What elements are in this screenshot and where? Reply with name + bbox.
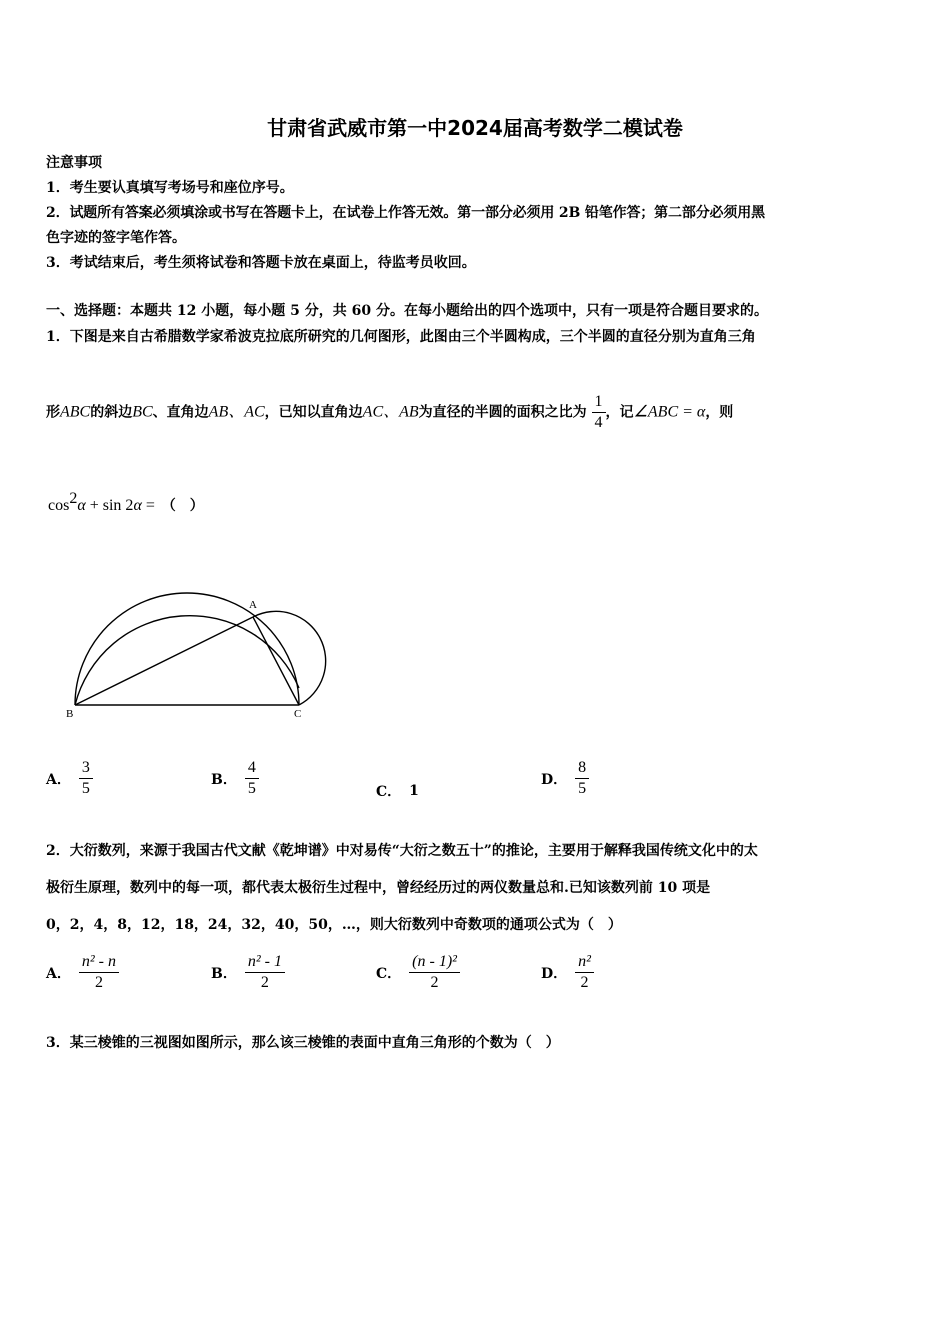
notice-item-1: 1．考生要认真填写考场号和座位序号。 — [46, 180, 294, 196]
option-fraction — [79, 952, 119, 993]
q1-math-abc: ABC — [60, 403, 91, 421]
option-fraction — [575, 758, 589, 799]
fraction-numerator: 4 — [247, 759, 256, 776]
option-label: C． — [376, 965, 402, 982]
q1-expression — [48, 490, 204, 515]
option-fraction — [245, 758, 259, 799]
notice-item-2-cont: 色字迹的签字笔作答。 — [46, 230, 186, 246]
point-label-c: C — [294, 708, 302, 720]
q2-option-d[interactable] — [541, 952, 594, 993]
expr-exp: 2 — [69, 490, 78, 507]
q2-stem-line2: 极衍生原理，数列中的每一项，都代表太极衍生过程中，曾经经历过的两仪数量总和.已知该数列前 10 项是 — [46, 880, 711, 896]
fraction-numerator: n² - n — [81, 953, 116, 970]
fraction-numerator: (n - 1)² — [412, 953, 457, 970]
option-label: C． — [376, 784, 402, 800]
q1-figure — [60, 555, 340, 725]
notice-item-3: 3．考试结束后，考生须将试卷和答题卡放在桌面上，待监考员收回。 — [46, 255, 476, 271]
fraction-denominator: 2 — [409, 972, 460, 993]
q1-text: 为直径的半圆的面积之比为 — [418, 404, 587, 421]
segment-ba — [75, 617, 253, 705]
fraction-denominator: 2 — [245, 972, 285, 993]
q1-math-angle: ∠ABC = α — [633, 403, 706, 421]
point-label-b: B — [66, 708, 74, 720]
q1-ratio-fraction — [592, 392, 606, 433]
q1-option-b[interactable] — [211, 758, 259, 799]
q1-text: 、直角边 — [152, 404, 209, 421]
q1-stem-line1: 1．下图是来自古希腊数学家希波克拉底所研究的几何图形，此图由三个半圆构成，三个半圆的直径分别为直角三角 — [46, 329, 756, 345]
option-label: A． — [46, 965, 71, 982]
q2-option-a[interactable] — [46, 952, 119, 993]
option-label: D． — [541, 965, 568, 982]
option-label: A． — [46, 771, 71, 788]
answer-blank: （ ） — [161, 498, 204, 514]
fraction-denominator: 2 — [79, 972, 119, 993]
fraction-numerator: n² - 1 — [247, 953, 282, 970]
expr-plus-sin: + sin 2 — [85, 497, 134, 514]
fraction-denominator: 5 — [245, 778, 259, 799]
option-label: D． — [541, 771, 568, 788]
q1-math-bc: BC — [132, 403, 153, 421]
notice-heading: 注意事项 — [46, 155, 102, 171]
fraction-denominator: 5 — [575, 778, 589, 799]
fraction-denominator: 2 — [575, 972, 594, 993]
option-fraction — [79, 758, 93, 799]
q1-text: ，已知以直角边 — [264, 404, 363, 421]
option-value: 1 — [409, 783, 419, 799]
expr-alpha: α — [77, 497, 86, 514]
q1-text: 的斜边 — [90, 404, 133, 421]
q2-option-b[interactable] — [211, 952, 285, 993]
q2-stem-line1: 2．大衍数列，来源于我国古代文献《乾坤谱》中对易传“大衍之数五十”的推论，主要用于解释我国传统文化中的太 — [46, 843, 758, 859]
q1-option-c[interactable] — [376, 781, 419, 801]
fraction-numerator: 8 — [578, 759, 587, 776]
q2-stem-line3: 0，2，4，8，12，18，24，32，40，50，…，则大衍数列中奇数项的通项公式为（ ） — [46, 917, 622, 933]
q2-option-c[interactable] — [376, 952, 460, 993]
option-fraction — [409, 952, 460, 993]
option-fraction — [575, 952, 594, 993]
q1-option-d[interactable] — [541, 758, 589, 799]
fraction-numerator: 3 — [81, 759, 90, 776]
fraction-numerator: 1 — [594, 393, 603, 410]
q1-text: ，则 — [705, 404, 734, 421]
option-fraction — [245, 952, 285, 993]
q1-math-legs: AB、AC — [208, 403, 265, 421]
expr-cos: cos — [48, 497, 70, 514]
q1-text: 形 — [46, 404, 60, 421]
q1-math-legs2: AC、AB — [362, 403, 419, 421]
fraction-numerator: n² — [578, 953, 591, 970]
fraction-denominator: 5 — [79, 778, 93, 799]
option-label: B． — [211, 965, 237, 982]
fraction-denominator: 4 — [592, 412, 606, 433]
expr-eq: = — [141, 497, 155, 514]
expr-alpha2: α — [133, 497, 142, 514]
option-label: B． — [211, 771, 237, 788]
section-heading: 一、选择题：本题共 12 小题，每小题 5 分，共 60 分。在每小题给出的四个选项中，只有一项是符合题目要求的。 — [46, 303, 768, 319]
point-label-a: A — [249, 599, 257, 611]
notice-item-2: 2．试题所有答案必须填涂或书写在答题卡上，在试卷上作答无效。第一部分必须用 2B 铅笔作答；第二部分必须用黑 — [46, 205, 765, 221]
q1-option-a[interactable] — [46, 758, 93, 799]
page-title: 甘肃省武威市第一中2024届高考数学二模试卷 — [267, 116, 683, 140]
q1-stem-line2 — [46, 392, 733, 433]
semicircle-bc — [75, 616, 299, 705]
segment-ac — [253, 617, 299, 705]
q1-text: ，记 — [605, 404, 634, 421]
q3-stem-line1: 3．某三棱锥的三视图如图所示，那么该三棱锥的表面中直角三角形的个数为（ ） — [46, 1035, 560, 1051]
